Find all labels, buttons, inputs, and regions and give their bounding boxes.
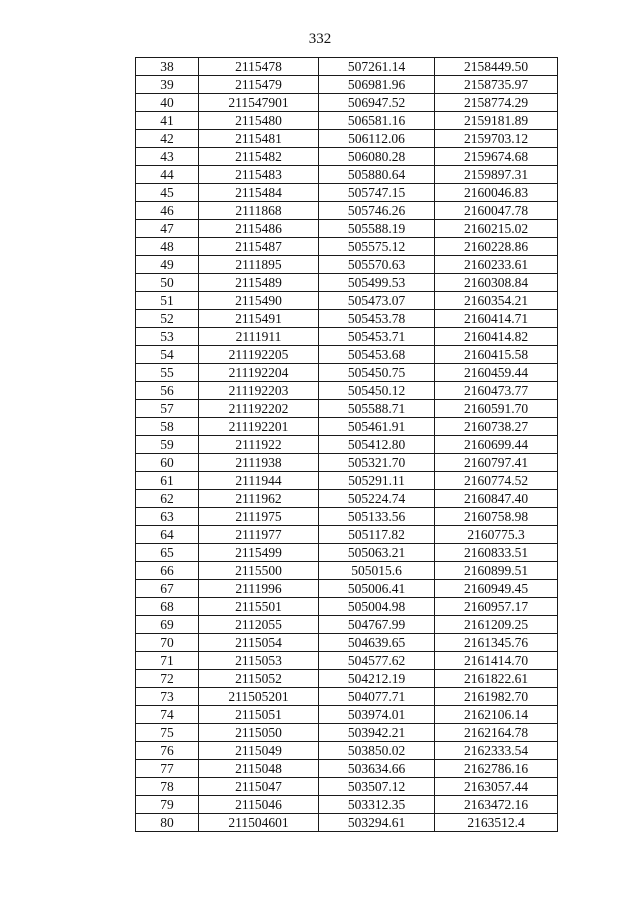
row-number-cell: 45 [136, 184, 199, 202]
row-number-cell: 59 [136, 436, 199, 454]
y-coordinate-cell: 2163512.4 [435, 814, 558, 832]
table-row [136, 634, 558, 652]
row-number-cell: 72 [136, 670, 199, 688]
x-coordinate-cell: 505746.26 [319, 202, 435, 220]
point-id-cell: 211192201 [199, 418, 319, 436]
row-number-cell: 51 [136, 292, 199, 310]
point-id-cell: 2115489 [199, 274, 319, 292]
row-number-cell: 49 [136, 256, 199, 274]
table-row [136, 58, 558, 76]
table-row [136, 490, 558, 508]
y-coordinate-cell: 2161209.25 [435, 616, 558, 634]
x-coordinate-cell: 505588.19 [319, 220, 435, 238]
table-row [136, 400, 558, 418]
x-coordinate-cell: 503974.01 [319, 706, 435, 724]
table-row [136, 238, 558, 256]
y-coordinate-cell: 2160047.78 [435, 202, 558, 220]
row-number-cell: 61 [136, 472, 199, 490]
y-coordinate-cell: 2160414.71 [435, 310, 558, 328]
point-id-cell: 2115500 [199, 562, 319, 580]
row-number-cell: 52 [136, 310, 199, 328]
point-id-cell: 2111975 [199, 508, 319, 526]
row-number-cell: 54 [136, 346, 199, 364]
row-number-cell: 57 [136, 400, 199, 418]
y-coordinate-cell: 2160957.17 [435, 598, 558, 616]
point-id-cell: 211192202 [199, 400, 319, 418]
row-number-cell: 70 [136, 634, 199, 652]
point-id-cell: 2111996 [199, 580, 319, 598]
row-number-cell: 62 [136, 490, 199, 508]
x-coordinate-cell: 505588.71 [319, 400, 435, 418]
table-row [136, 346, 558, 364]
row-number-cell: 67 [136, 580, 199, 598]
table-row [136, 562, 558, 580]
table-row [136, 670, 558, 688]
coordinates-table [135, 57, 558, 832]
y-coordinate-cell: 2159897.31 [435, 166, 558, 184]
table-row [136, 364, 558, 382]
y-coordinate-cell: 2161822.61 [435, 670, 558, 688]
point-id-cell: 2115478 [199, 58, 319, 76]
x-coordinate-cell: 506947.52 [319, 94, 435, 112]
point-id-cell: 2111944 [199, 472, 319, 490]
point-id-cell: 2111922 [199, 436, 319, 454]
x-coordinate-cell: 504639.65 [319, 634, 435, 652]
row-number-cell: 75 [136, 724, 199, 742]
y-coordinate-cell: 2163057.44 [435, 778, 558, 796]
point-id-cell: 2115053 [199, 652, 319, 670]
table-row [136, 688, 558, 706]
point-id-cell: 2115051 [199, 706, 319, 724]
x-coordinate-cell: 505453.71 [319, 328, 435, 346]
y-coordinate-cell: 2160699.44 [435, 436, 558, 454]
table-row [136, 742, 558, 760]
row-number-cell: 73 [136, 688, 199, 706]
point-id-cell: 2111962 [199, 490, 319, 508]
y-coordinate-cell: 2160847.40 [435, 490, 558, 508]
table-row [136, 760, 558, 778]
x-coordinate-cell: 504577.62 [319, 652, 435, 670]
table-row [136, 814, 558, 832]
point-id-cell: 2111911 [199, 328, 319, 346]
y-coordinate-cell: 2160591.70 [435, 400, 558, 418]
x-coordinate-cell: 503312.35 [319, 796, 435, 814]
y-coordinate-cell: 2159181.89 [435, 112, 558, 130]
y-coordinate-cell: 2158774.29 [435, 94, 558, 112]
y-coordinate-cell: 2161345.76 [435, 634, 558, 652]
x-coordinate-cell: 503850.02 [319, 742, 435, 760]
point-id-cell: 2115501 [199, 598, 319, 616]
x-coordinate-cell: 505453.68 [319, 346, 435, 364]
point-id-cell: 2115481 [199, 130, 319, 148]
table-row [136, 598, 558, 616]
row-number-cell: 42 [136, 130, 199, 148]
row-number-cell: 71 [136, 652, 199, 670]
table-row [136, 436, 558, 454]
table-row [136, 220, 558, 238]
point-id-cell: 2115048 [199, 760, 319, 778]
row-number-cell: 77 [136, 760, 199, 778]
y-coordinate-cell: 2160414.82 [435, 328, 558, 346]
table-row [136, 184, 558, 202]
table-row [136, 166, 558, 184]
x-coordinate-cell: 505291.11 [319, 472, 435, 490]
x-coordinate-cell: 505117.82 [319, 526, 435, 544]
point-id-cell: 2115483 [199, 166, 319, 184]
x-coordinate-cell: 503634.66 [319, 760, 435, 778]
row-number-cell: 58 [136, 418, 199, 436]
y-coordinate-cell: 2160473.77 [435, 382, 558, 400]
y-coordinate-cell: 2160459.44 [435, 364, 558, 382]
y-coordinate-cell: 2160774.52 [435, 472, 558, 490]
table-row [136, 382, 558, 400]
row-number-cell: 50 [136, 274, 199, 292]
table-row [136, 148, 558, 166]
x-coordinate-cell: 503942.21 [319, 724, 435, 742]
y-coordinate-cell: 2160228.86 [435, 238, 558, 256]
x-coordinate-cell: 505499.53 [319, 274, 435, 292]
x-coordinate-cell: 505461.91 [319, 418, 435, 436]
point-id-cell: 211192203 [199, 382, 319, 400]
y-coordinate-cell: 2158735.97 [435, 76, 558, 94]
x-coordinate-cell: 504077.71 [319, 688, 435, 706]
row-number-cell: 47 [136, 220, 199, 238]
y-coordinate-cell: 2159674.68 [435, 148, 558, 166]
row-number-cell: 41 [136, 112, 199, 130]
table-row [136, 652, 558, 670]
y-coordinate-cell: 2158449.50 [435, 58, 558, 76]
y-coordinate-cell: 2160233.61 [435, 256, 558, 274]
point-id-cell: 2115487 [199, 238, 319, 256]
x-coordinate-cell: 505006.41 [319, 580, 435, 598]
point-id-cell: 2111938 [199, 454, 319, 472]
point-id-cell: 2115050 [199, 724, 319, 742]
point-id-cell: 2115499 [199, 544, 319, 562]
y-coordinate-cell: 2160797.41 [435, 454, 558, 472]
y-coordinate-cell: 2160833.51 [435, 544, 558, 562]
x-coordinate-cell: 507261.14 [319, 58, 435, 76]
row-number-cell: 44 [136, 166, 199, 184]
x-coordinate-cell: 505473.07 [319, 292, 435, 310]
point-id-cell: 211192204 [199, 364, 319, 382]
row-number-cell: 46 [136, 202, 199, 220]
y-coordinate-cell: 2160775.3 [435, 526, 558, 544]
table-row [136, 76, 558, 94]
point-id-cell: 2115049 [199, 742, 319, 760]
table-row [136, 706, 558, 724]
y-coordinate-cell: 2160215.02 [435, 220, 558, 238]
y-coordinate-cell: 2162333.54 [435, 742, 558, 760]
x-coordinate-cell: 506112.06 [319, 130, 435, 148]
point-id-cell: 2115491 [199, 310, 319, 328]
point-id-cell: 2115484 [199, 184, 319, 202]
row-number-cell: 65 [136, 544, 199, 562]
y-coordinate-cell: 2161414.70 [435, 652, 558, 670]
row-number-cell: 43 [136, 148, 199, 166]
x-coordinate-cell: 504212.19 [319, 670, 435, 688]
point-id-cell: 2111895 [199, 256, 319, 274]
row-number-cell: 39 [136, 76, 199, 94]
y-coordinate-cell: 2160949.45 [435, 580, 558, 598]
row-number-cell: 64 [136, 526, 199, 544]
y-coordinate-cell: 2160758.98 [435, 508, 558, 526]
point-id-cell: 2111977 [199, 526, 319, 544]
row-number-cell: 60 [136, 454, 199, 472]
row-number-cell: 48 [136, 238, 199, 256]
table-row [136, 472, 558, 490]
point-id-cell: 211547901 [199, 94, 319, 112]
x-coordinate-cell: 503294.61 [319, 814, 435, 832]
table-row [136, 544, 558, 562]
table-row [136, 292, 558, 310]
point-id-cell: 2115482 [199, 148, 319, 166]
x-coordinate-cell: 505063.21 [319, 544, 435, 562]
point-id-cell: 211505201 [199, 688, 319, 706]
point-id-cell: 211504601 [199, 814, 319, 832]
table-row [136, 310, 558, 328]
y-coordinate-cell: 2160046.83 [435, 184, 558, 202]
point-id-cell: 2115047 [199, 778, 319, 796]
x-coordinate-cell: 505224.74 [319, 490, 435, 508]
table-row [136, 94, 558, 112]
x-coordinate-cell: 505570.63 [319, 256, 435, 274]
y-coordinate-cell: 2159703.12 [435, 130, 558, 148]
point-id-cell: 2115490 [199, 292, 319, 310]
x-coordinate-cell: 505450.12 [319, 382, 435, 400]
x-coordinate-cell: 505321.70 [319, 454, 435, 472]
point-id-cell: 2115046 [199, 796, 319, 814]
table-row [136, 796, 558, 814]
table-row [136, 508, 558, 526]
coordinates-table-body [136, 58, 558, 832]
table-row [136, 130, 558, 148]
point-id-cell: 2115054 [199, 634, 319, 652]
table-row [136, 112, 558, 130]
x-coordinate-cell: 505450.75 [319, 364, 435, 382]
table-row [136, 616, 558, 634]
table-row [136, 328, 558, 346]
x-coordinate-cell: 504767.99 [319, 616, 435, 634]
y-coordinate-cell: 2162164.78 [435, 724, 558, 742]
row-number-cell: 76 [136, 742, 199, 760]
x-coordinate-cell: 505133.56 [319, 508, 435, 526]
x-coordinate-cell: 505453.78 [319, 310, 435, 328]
y-coordinate-cell: 2160899.51 [435, 562, 558, 580]
x-coordinate-cell: 505880.64 [319, 166, 435, 184]
table-row [136, 580, 558, 598]
row-number-cell: 55 [136, 364, 199, 382]
point-id-cell: 2115486 [199, 220, 319, 238]
row-number-cell: 74 [136, 706, 199, 724]
row-number-cell: 78 [136, 778, 199, 796]
table-row [136, 724, 558, 742]
y-coordinate-cell: 2160415.58 [435, 346, 558, 364]
x-coordinate-cell: 506581.16 [319, 112, 435, 130]
y-coordinate-cell: 2161982.70 [435, 688, 558, 706]
row-number-cell: 53 [136, 328, 199, 346]
table-row [136, 202, 558, 220]
point-id-cell: 2115479 [199, 76, 319, 94]
x-coordinate-cell: 505004.98 [319, 598, 435, 616]
row-number-cell: 68 [136, 598, 199, 616]
point-id-cell: 2115480 [199, 112, 319, 130]
point-id-cell: 211192205 [199, 346, 319, 364]
y-coordinate-cell: 2162786.16 [435, 760, 558, 778]
row-number-cell: 66 [136, 562, 199, 580]
x-coordinate-cell: 505412.80 [319, 436, 435, 454]
row-number-cell: 63 [136, 508, 199, 526]
row-number-cell: 69 [136, 616, 199, 634]
table-row [136, 526, 558, 544]
y-coordinate-cell: 2160308.84 [435, 274, 558, 292]
x-coordinate-cell: 505575.12 [319, 238, 435, 256]
point-id-cell: 2111868 [199, 202, 319, 220]
y-coordinate-cell: 2162106.14 [435, 706, 558, 724]
table-row [136, 778, 558, 796]
row-number-cell: 56 [136, 382, 199, 400]
row-number-cell: 80 [136, 814, 199, 832]
x-coordinate-cell: 503507.12 [319, 778, 435, 796]
x-coordinate-cell: 505747.15 [319, 184, 435, 202]
y-coordinate-cell: 2160738.27 [435, 418, 558, 436]
point-id-cell: 2115052 [199, 670, 319, 688]
table-row [136, 256, 558, 274]
point-id-cell: 2112055 [199, 616, 319, 634]
x-coordinate-cell: 506981.96 [319, 76, 435, 94]
row-number-cell: 79 [136, 796, 199, 814]
row-number-cell: 38 [136, 58, 199, 76]
table-row [136, 454, 558, 472]
page-number: 332 [308, 31, 332, 47]
x-coordinate-cell: 506080.28 [319, 148, 435, 166]
row-number-cell: 40 [136, 94, 199, 112]
table-row [136, 418, 558, 436]
y-coordinate-cell: 2160354.21 [435, 292, 558, 310]
y-coordinate-cell: 2163472.16 [435, 796, 558, 814]
table-row [136, 274, 558, 292]
x-coordinate-cell: 505015.6 [319, 562, 435, 580]
